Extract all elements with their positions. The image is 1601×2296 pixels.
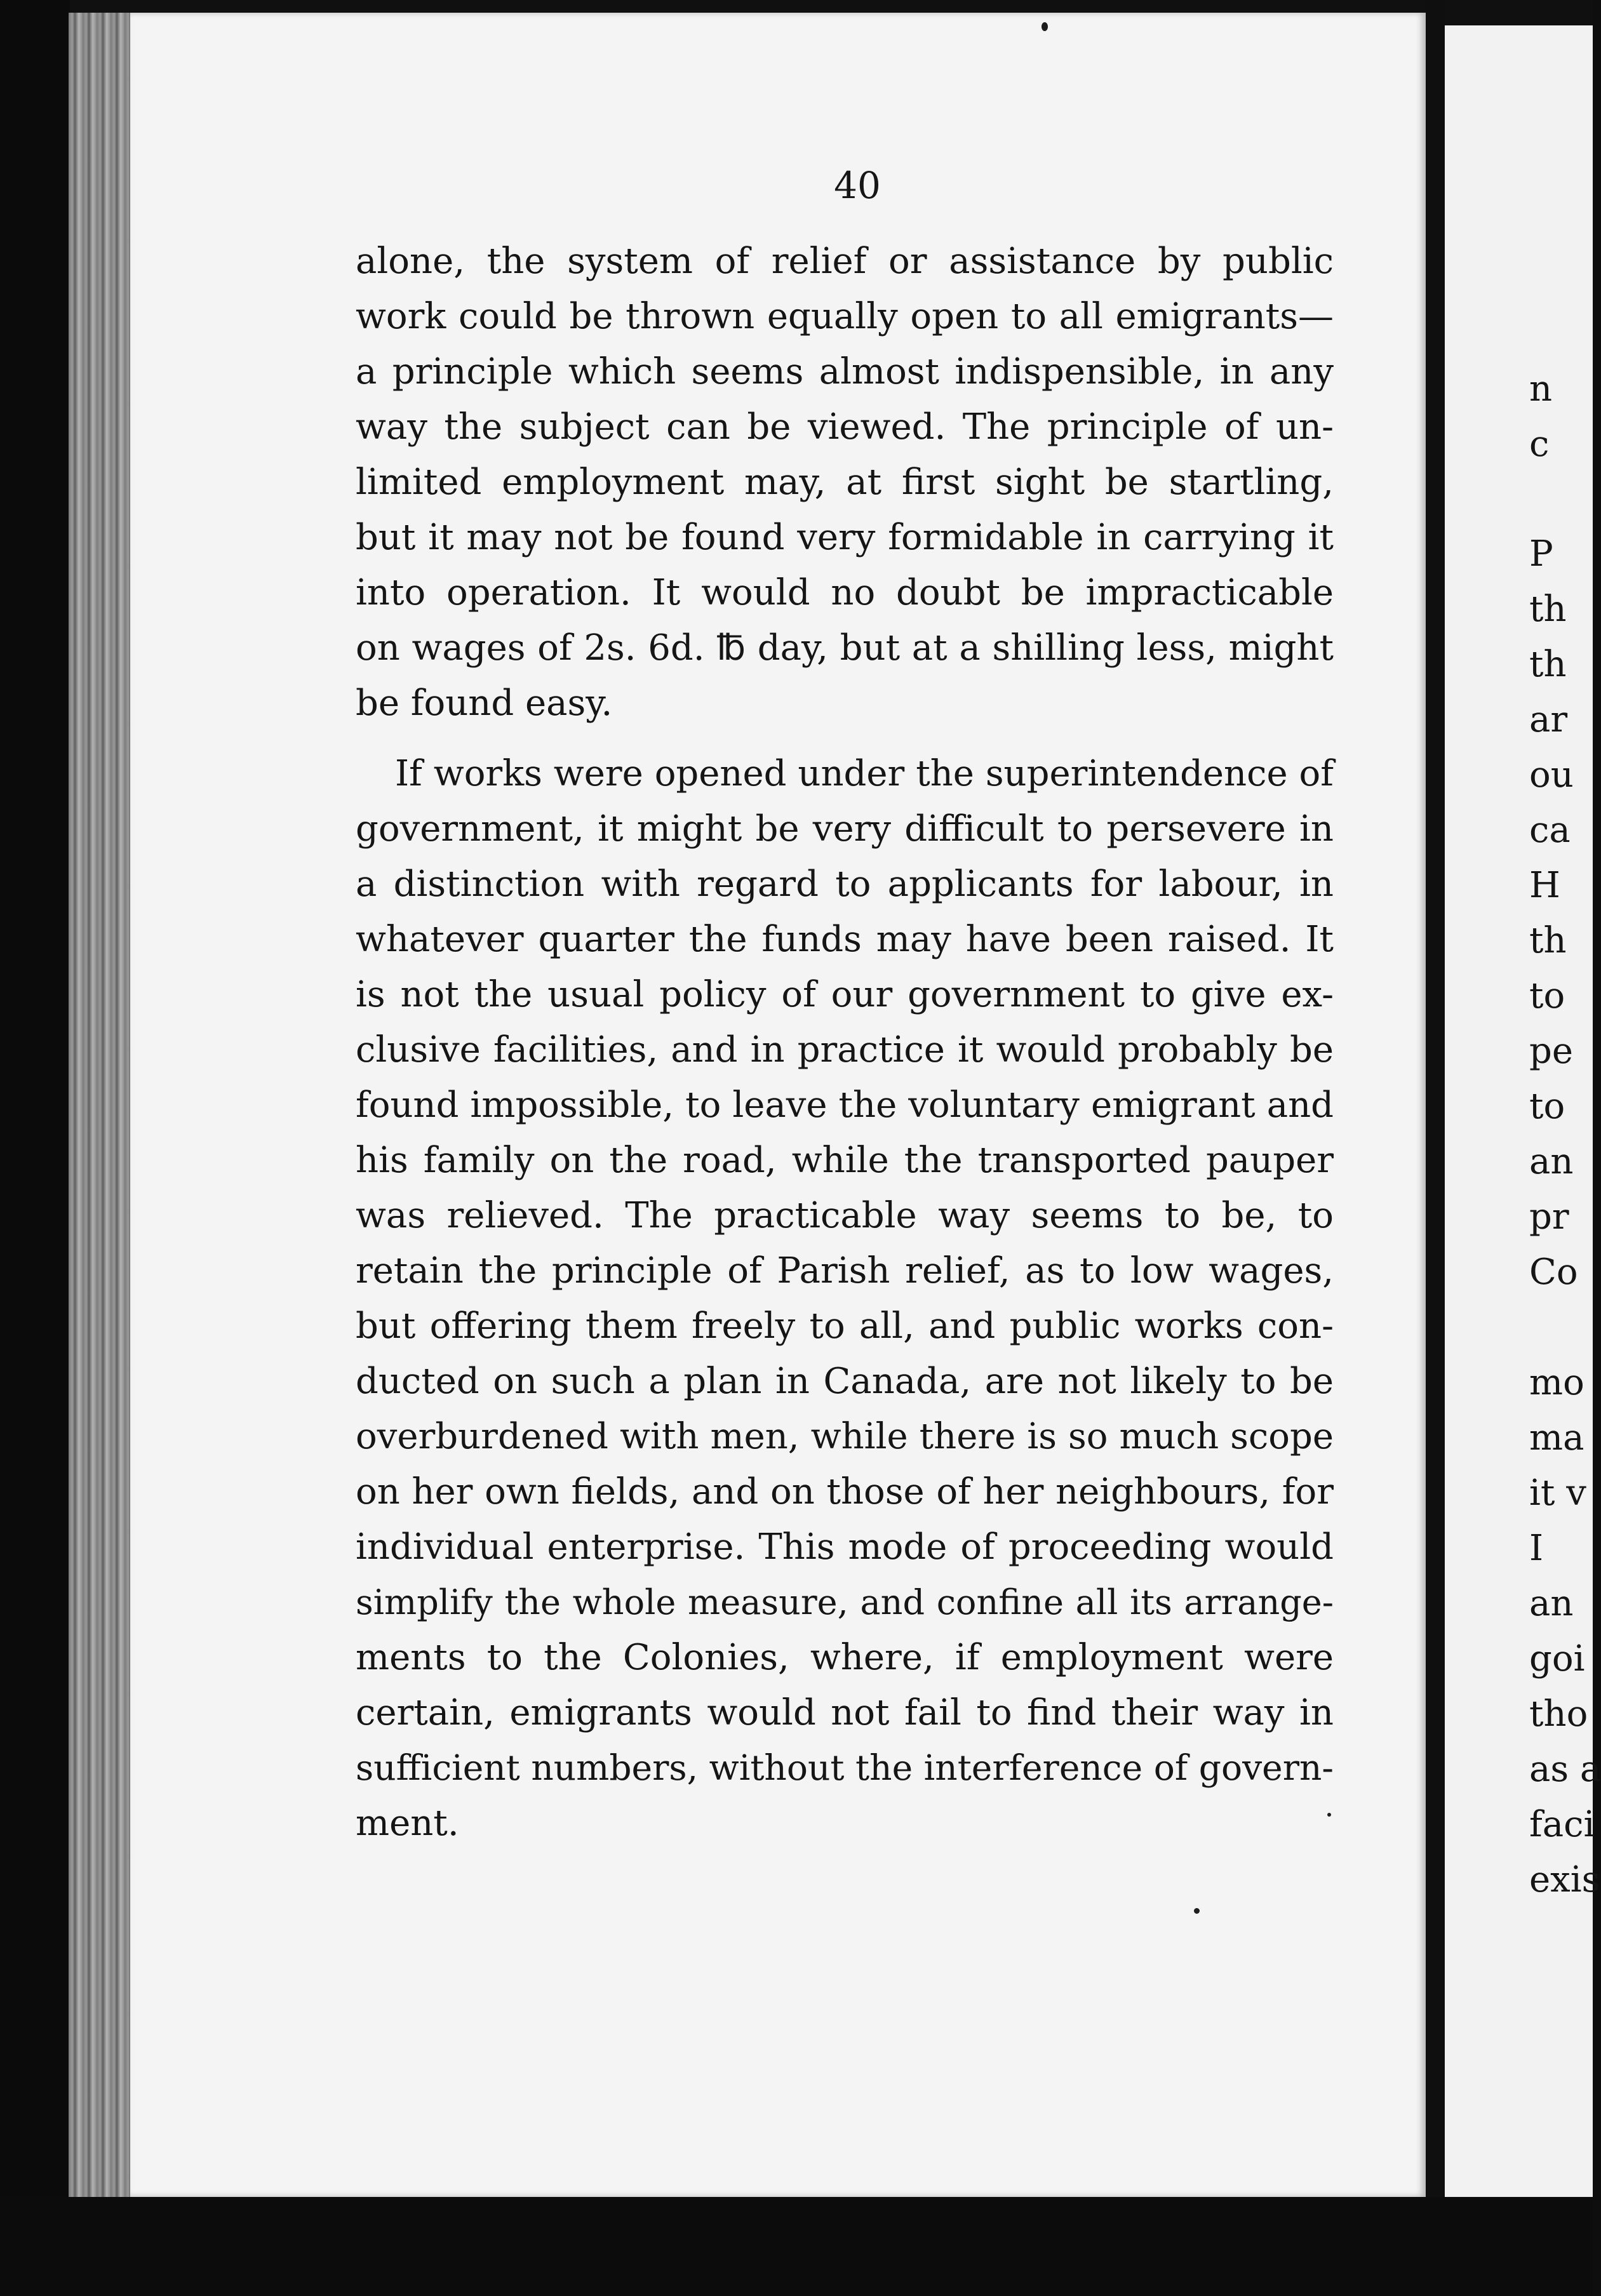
text-line: on wages of 2s. 6d. ℔ day, but at a shilling less, might: [356, 627, 1334, 669]
facing-page-fragment: ou: [1529, 754, 1574, 796]
text-line: overburdened with men, while there is so much scope: [356, 1416, 1334, 1457]
facing-page-fragment: th: [1529, 920, 1567, 961]
facing-page-fragment: ar: [1529, 699, 1568, 740]
page-gutter: [1426, 0, 1445, 2296]
text-line: but offering them freely to all, and public works con-: [356, 1305, 1334, 1347]
text-line: If works were opened under the superintendence of: [395, 753, 1334, 794]
text-line: sufficient numbers, without the interference of govern-: [356, 1747, 1334, 1788]
text-line: into operation. It would no doubt be impracticable: [356, 572, 1334, 613]
text-line: government, it might be very difficult to persevere in: [356, 808, 1334, 850]
facing-page-fragment: pr: [1529, 1196, 1569, 1238]
text-line: ments to the Colonies, where, if employment were: [356, 1637, 1334, 1678]
facing-page-fragment: H: [1529, 865, 1560, 906]
facing-page-fragment: Co: [1529, 1251, 1578, 1293]
facing-page-fragment: I: [1529, 1528, 1544, 1569]
text-line: be found easy.: [356, 683, 613, 724]
page-body-text: [356, 234, 1334, 1851]
facing-page-fragment: as a: [1529, 1749, 1601, 1790]
facing-page-fragment: c: [1529, 424, 1550, 465]
text-line: way the subject can be viewed. The principle of un-: [356, 406, 1334, 448]
text-line: alone, the system of relief or assistance by public: [356, 241, 1334, 282]
text-line: on her own fields, and on those of her neighbours, for: [356, 1471, 1334, 1512]
text-line: simplify the whole measure, and confine all its arrange-: [356, 1582, 1334, 1622]
facing-page-fragment: to: [1529, 1086, 1565, 1127]
text-line: ment.: [356, 1803, 459, 1844]
facing-page-fragment: mo: [1529, 1362, 1584, 1403]
text-line: but it may not be found very formidable in carrying it: [356, 517, 1334, 558]
text-line: individual enterprise. This mode of proceeding would: [356, 1526, 1334, 1568]
binding-shadow: [0, 0, 70, 2296]
paragraph-1: [356, 234, 1334, 731]
text-line: limited employment may, at first sight be startling,: [356, 462, 1334, 503]
facing-page-fragment: ca: [1529, 810, 1571, 851]
facing-page-fragment: an: [1529, 1141, 1574, 1182]
facing-page-fragment: an: [1529, 1583, 1574, 1624]
facing-page-fragment: tho: [1529, 1693, 1588, 1735]
text-line: a distinction with regard to applicants for labour, in: [356, 864, 1334, 905]
page-number: 40: [834, 164, 881, 207]
paragraph-2: [356, 746, 1334, 1851]
scan-speck: [1042, 22, 1048, 31]
facing-page-fragment: th: [1529, 589, 1567, 630]
text-line: whatever quarter the funds may have been raised. It: [356, 919, 1334, 960]
facing-page-fragment: th: [1529, 644, 1567, 685]
text-line: work could be thrown equally open to all emigrants—: [356, 296, 1334, 337]
facing-page-fragment: to: [1529, 975, 1565, 1017]
facing-page-fragment: n: [1529, 368, 1553, 410]
scan-speck: [1194, 1908, 1200, 1914]
text-line: a principle which seems almost indispensible, in any: [356, 351, 1334, 392]
text-line: was relieved. The practicable way seems to be, to: [356, 1195, 1334, 1236]
text-line: ducted on such a plan in Canada, are not likely to be: [356, 1361, 1334, 1402]
text-line: clusive facilities, and in practice it would probably be: [356, 1029, 1334, 1071]
facing-page-fragment: ma: [1529, 1417, 1584, 1458]
facing-page-fragment: P: [1529, 533, 1553, 575]
facing-page-fragment: pe: [1529, 1031, 1573, 1072]
scan-bottom-border: [0, 2197, 1593, 2296]
text-line: certain, emigrants would not fail to find their way in: [356, 1692, 1334, 1733]
text-line: retain the principle of Parish relief, as to low wages,: [356, 1250, 1334, 1292]
facing-page-fragment: goi: [1529, 1638, 1585, 1679]
facing-page-fragment: exis: [1529, 1859, 1600, 1900]
text-line: is not the usual policy of our government to give ex-: [356, 974, 1334, 1015]
facing-page-fragment: it v: [1529, 1472, 1586, 1514]
text-line: found impossible, to leave the voluntary emigrant and: [356, 1085, 1334, 1126]
facing-page-edge: [1445, 25, 1601, 2235]
text-line: his family on the road, while the transported pauper: [356, 1140, 1334, 1181]
scan-speck: [1327, 1813, 1331, 1817]
facing-page-fragment: faci: [1529, 1804, 1595, 1845]
